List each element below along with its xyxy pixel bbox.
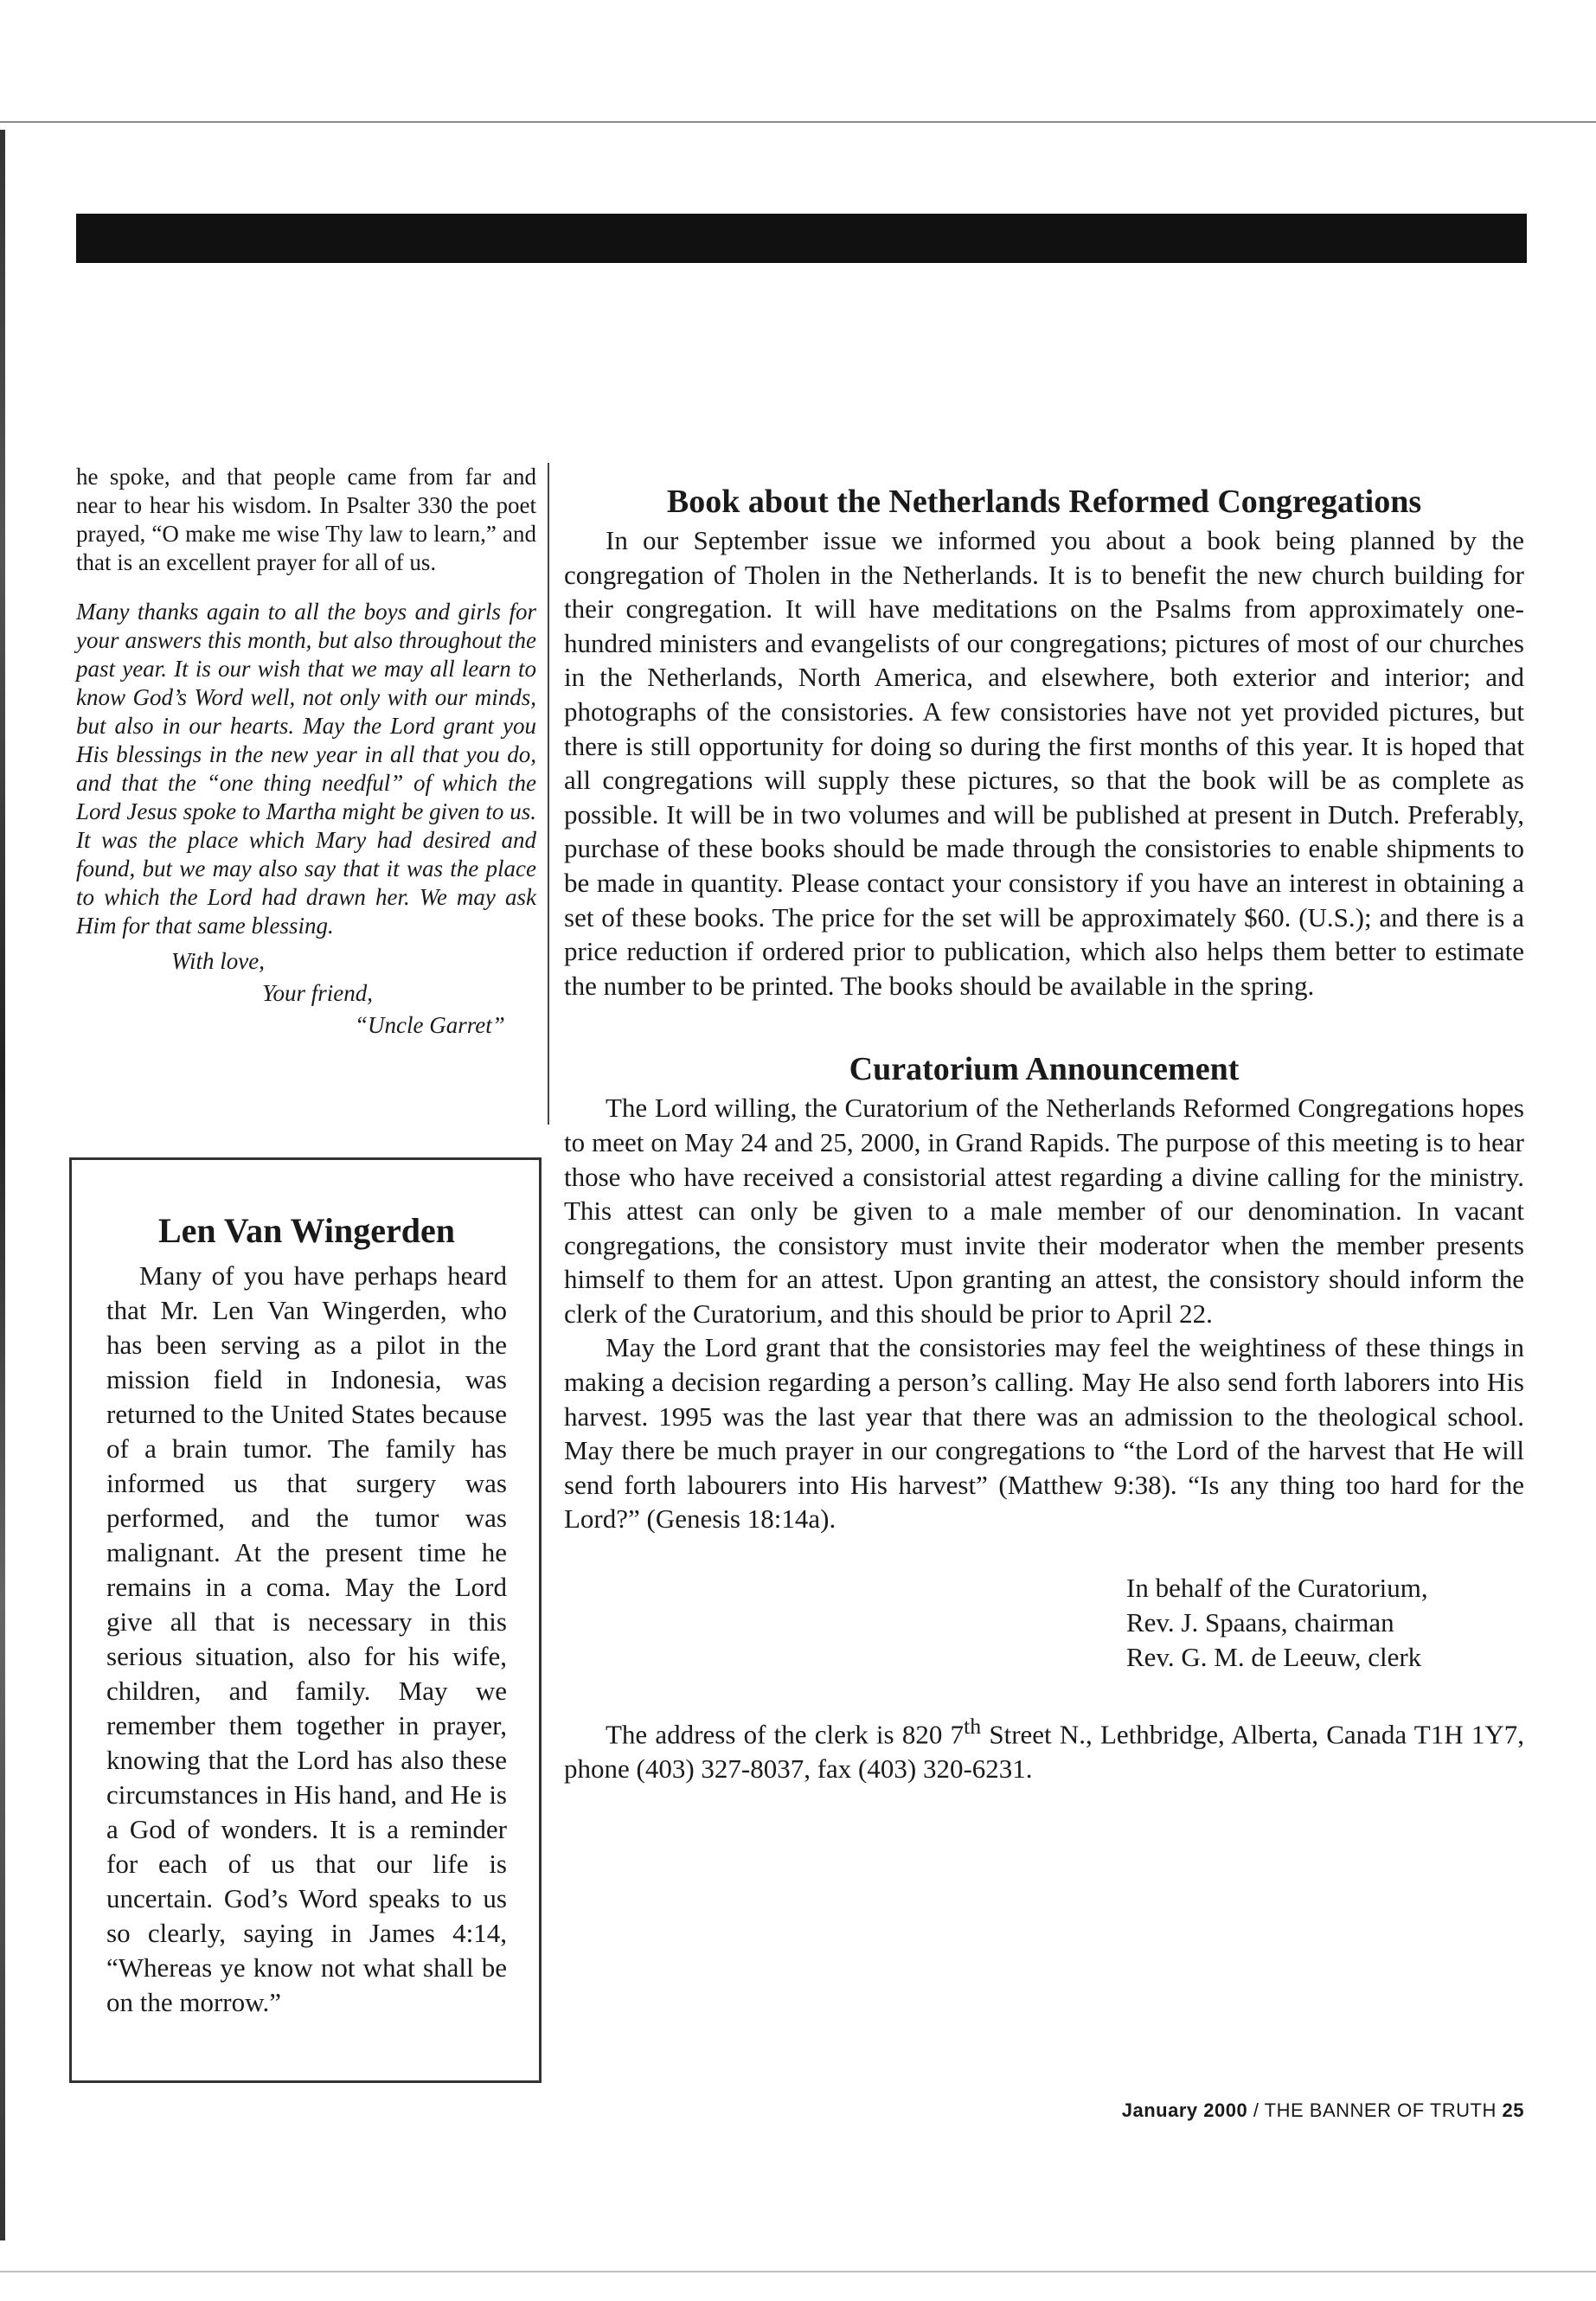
top-rule: [0, 121, 1596, 123]
bottom-rule: [0, 2271, 1596, 2272]
closing-friend: Your friend,: [262, 980, 374, 1006]
address-superscript: th: [964, 1714, 982, 1740]
continued-paragraph: he spoke, and that people came from far and near to hear his wisdom. In Psalter 330 the poet prayed, “O make me wise Thy law to learn,” and that is an excellent prayer for all of us.: [76, 464, 536, 575]
book-article-title: Book about the Netherlands Reformed Congregations: [666, 484, 1422, 520]
closing-signature: “Uncle Garret”: [355, 1012, 505, 1038]
column-divider: [548, 463, 549, 1125]
letter-closing: [76, 945, 536, 1042]
curatorium-paragraph-1: The Lord willing, the Curatorium of the Netherlands Reformed Congregations hopes to meet on May 24 and 25, 2000, in Grand Rapids. The purpose of this meeting is to hear those who have received a consistorial attest regarding a divine calling for the ministry. This attest can only be given to a male member of our denomination. In vacant congregations, the consistory must invite their moderator when the member presents himself to them for an attest. Upon granting an attest, the consistory should inform the clerk of the Curatorium, and this should be prior to April 22.: [564, 1093, 1524, 1329]
curatorium-paragraph-2: May the Lord grant that the consistories may feel the weightiness of these things in making a decision regarding a person’s calling. May He also send forth laborers into His harvest. 1995 was the last year that there was an admission to the theological school. May there be much prayer in our congregations to “the Lord of the harvest that He will send forth labourers into His harvest” (Matthew 9:38). “Is any thing too hard for the Lord?” (Genesis 18:14a).: [564, 1332, 1524, 1535]
curatorium-article-title: Curatorium Announcement: [849, 1051, 1240, 1088]
page-footer: [1122, 2099, 1524, 2122]
signature-line-3: Rev. G. M. de Leeuw, clerk: [1126, 1642, 1422, 1673]
header-banner: [76, 214, 1527, 263]
clerk-address: [564, 1709, 1524, 1786]
scan-edge: [0, 130, 5, 2240]
boxed-article-title: Len Van Wingerden: [157, 1211, 456, 1250]
signature-line-1: In behalf of the Curatorium,: [1126, 1573, 1428, 1604]
address-before: The address of the clerk is 820 7: [606, 1719, 965, 1750]
book-article-text: In our September issue we informed you about a book being planned by the congregation of Tholen in the Netherlands. It is to benefit the new church building for their congregation. It will have meditations on the Psalms from approximately one-hundred ministers and evangelists of our congregations; pictures of most of our churches in the Netherlands, North America, and elsewhere, both exterior and interior; and photographs of the consistories. A few consistories have not yet provided pictures, but there is still opportunity for doing so during the first months of this year. It is hoped that all congregations will supply these pictures, so that the book will be as complete as possible. It will be in two volumes and will be published at present in Dutch. Preferably, purchase of these books should be made through the consistories to enable shipments to be made in quantity. Please contact your consistory if you have an interest in obtaining a set of these books. The price for the set will be approximately $60. (U.S.); and there is a price reduction if ordered prior to publication, which also helps them better to estimate the number to be printed. The books should be available in the spring.: [564, 525, 1524, 1001]
footer-date: January 2000: [1121, 2099, 1248, 2121]
closing-love: With love,: [171, 948, 265, 974]
curatorium-signature: [1126, 1571, 1524, 1675]
italic-paragraph: Many thanks again to all the boys and girls for your answers this month, but also throughout the past year. It is our wish that we may all learn to know God’s Word well, not only with our minds, but also in our hearts. May the Lord grant you His blessings in the new year in all that you do, and that the “one thing needful” of which the Lord Jesus spoke to Martha might be given to us. It was the place which Mary had desired and found, but we may also say that it was the place to which the Lord had drawn her. We may ask Him for that same blessing.: [76, 599, 536, 939]
boxed-article: [69, 1157, 542, 2083]
footer-page-number: 25: [1502, 2099, 1524, 2121]
right-column: [564, 480, 1524, 1786]
footer-publication: THE BANNER OF TRUTH: [1264, 2099, 1497, 2121]
footer-separator: /: [1253, 2099, 1259, 2121]
boxed-article-text: Many of you have perhaps heard that Mr. Len Van Wingerden, who has been serving as a pilot in the mission field in Indonesia, was returned to the United States because of a brain tumor. The family has informed us that surgery was performed, and the tumor was malignant. At the present time he remains in a coma. May the Lord give all that is necessary in this serious situation, also for his wife, children, and family. May we remember them together in prayer, knowing that the Lord has also these circumstances in His hand, and He is a God of wonders. It is a reminder for each of us that our life is uncertain. God’s Word speaks to us so clearly, saying in James 4:14, “Whereas ye know not what shall be on the morrow.”: [106, 1260, 507, 2017]
left-column: [76, 463, 536, 1042]
signature-line-2: Rev. J. Spaans, chairman: [1126, 1607, 1394, 1638]
address-after: Street N., Lethbridge, Alberta, Canada T1H 1Y7, phone (403) 327-8037, fax (403) 320-6231.: [564, 1719, 1524, 1784]
